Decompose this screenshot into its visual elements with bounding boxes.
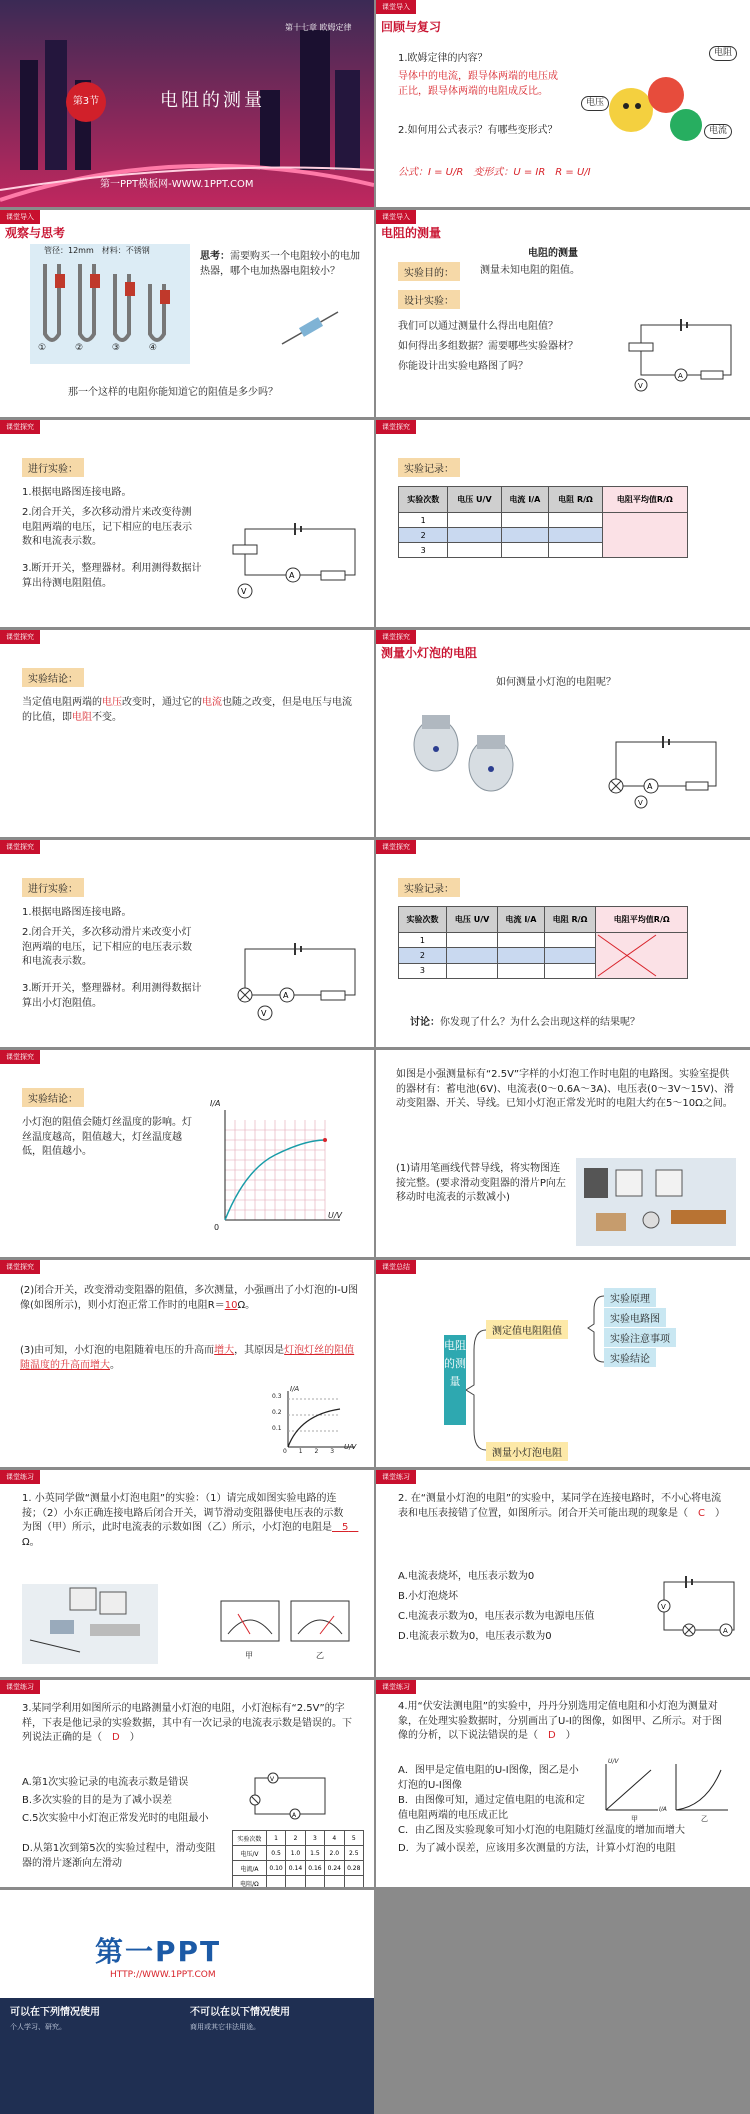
review-q1: 1.欧姆定律的内容？ bbox=[398, 53, 488, 64]
question-1: (1)请用笔画线代替导线，将实物图连接完整。(要求滑动变阻器的滑片P向左移动时电流表的示数减小) bbox=[396, 1163, 566, 1203]
data-table: 实验次数 1 2 3 4 5 电压/V 0.5 1.0 1.5 2.0 2.5 电流/A 0.10 0.14 0.16 0.24 0.28 电阻/Ω bbox=[232, 1830, 364, 1887]
slide-title bbox=[0, 0, 374, 207]
summary-leaf: 实验注意事项 bbox=[604, 1328, 676, 1347]
exercise-text: 1. 小英同学做“测量小灯泡电阻”的实验：（1）请完成如图实验电路的连接；（2）小东正确连接电路后闭合开关，调节滑动变阻器使电压表的示数为图（甲）所示，此时电流表的示数如图（乙）所示，小灯泡的电阻是 5 Ω。 bbox=[22, 1493, 349, 1548]
circuit-diagram bbox=[225, 935, 365, 1025]
graph-y-label: I/A bbox=[210, 1099, 221, 1108]
option-c: C.5次实验中小灯泡正常发光时的电阻最小 bbox=[22, 1813, 209, 1824]
question-3: (3)由可知，小灯泡的电阻随着电压的升高而增大，其原因是灯泡灯丝的阻值随温度的升高而增大。 bbox=[20, 1345, 355, 1371]
graph-a-label: 甲 bbox=[631, 1815, 638, 1823]
header-cell: 实验次数 bbox=[399, 907, 447, 933]
resistor-icon bbox=[280, 308, 340, 348]
cannot-use-title: 不可以在以下情况使用 bbox=[190, 2007, 290, 2018]
label-resistance: 电阻 bbox=[709, 46, 737, 61]
conclusion-label: 实验结论： bbox=[22, 1088, 84, 1107]
slide-question-graph bbox=[0, 1260, 374, 1467]
svg-text:A: A bbox=[292, 1812, 297, 1819]
can-use-title: 可以在下列情况使用 bbox=[10, 2007, 100, 2018]
option-b: B．由图像可知，通过定值电阻的电流和定值电阻两端的电压成正比 bbox=[398, 1795, 585, 1821]
svg-text:V: V bbox=[241, 587, 247, 596]
section-badge: 第3节 bbox=[66, 82, 106, 122]
svg-text:V: V bbox=[638, 382, 643, 390]
chapter-label: 第十七章 欧姆定律 bbox=[285, 23, 352, 32]
record-table bbox=[398, 486, 688, 558]
exercise-text: 2. 在“测量小灯泡的电阻”的实验中，某同学在连接电路时，不小心将电流表和电压表接错了位置，如图所示。闭合开关可能出现的现象是（ C ） bbox=[398, 1493, 725, 1519]
heater-numbers: ① ② ③ ④ bbox=[38, 343, 157, 353]
header-cell: 电阻 R/Ω bbox=[544, 907, 596, 933]
formula-row: 公式：I = U/R 变形式：U = IR R = U/I bbox=[398, 167, 591, 178]
apparatus-drawing bbox=[20, 1580, 160, 1665]
y-tick: 0.3 bbox=[272, 1393, 282, 1400]
design-line-3: 你能设计出实验电路图了吗？ bbox=[398, 361, 528, 372]
header-cell: 电阻平均值R/Ω bbox=[602, 487, 687, 513]
step-3: 3.断开开关，整理器材。利用测得数据计算出小灯泡阻值。 bbox=[22, 983, 202, 1009]
graph-origin: 0 bbox=[214, 1223, 220, 1232]
header-cell: 电流 I/A bbox=[498, 907, 544, 933]
step-2: 2.闭合开关，多次移动滑片来改变待测电阻两端的电压，记下相应的电压表示数和电流表示数。 bbox=[22, 507, 192, 547]
watermark-text: 第一PPT模板网-WWW.1PPT.COM bbox=[100, 179, 254, 190]
header-cell: 电流 I/A bbox=[501, 487, 549, 513]
conclusion-text: 当定值电阻两端的电压改变时，通过它的电流也随之改变，但是电压与电流的比值，即电阻不变。 bbox=[22, 697, 352, 723]
option-b: B.小灯泡烧坏 bbox=[398, 1591, 459, 1602]
row-num: 1 bbox=[399, 933, 447, 948]
ammeter-dial bbox=[290, 1600, 350, 1650]
row-num: 2 bbox=[399, 948, 447, 963]
record-label: 实验记录： bbox=[398, 458, 460, 477]
x-ticks: 0 1 2 3 bbox=[283, 1448, 335, 1455]
header-cell: 电阻 R/Ω bbox=[549, 487, 602, 513]
summary-branch-1: 测定值电阻阻值 bbox=[486, 1320, 568, 1339]
purpose-label: 实验目的： bbox=[398, 262, 460, 281]
summary-leaf: 实验结论 bbox=[604, 1348, 656, 1367]
footer-logo: 第一PPT bbox=[95, 1935, 222, 1968]
slide-tag: 课堂练习 bbox=[0, 1470, 40, 1484]
option-d: D.电流表示数为0，电压表示数为0 bbox=[398, 1631, 552, 1642]
summary-root: 电阻的测量 bbox=[444, 1335, 466, 1425]
slide-tag: 课堂探究 bbox=[376, 840, 416, 854]
step-3: 3.断开开关，整理器材。利用测得数据计算出待测电阻阻值。 bbox=[22, 563, 202, 589]
svg-text:A: A bbox=[289, 571, 295, 580]
slide-tag: 课堂练习 bbox=[376, 1680, 416, 1694]
slide-tag: 课堂探究 bbox=[0, 630, 40, 644]
option-a: A．图甲是定值电阻的U-I图像，图乙是小灯泡的U-I图像 bbox=[398, 1765, 579, 1791]
apparatus-drawing bbox=[576, 1158, 736, 1246]
summary-leaf: 实验原理 bbox=[604, 1288, 656, 1307]
graph-b-label: 乙 bbox=[701, 1815, 708, 1823]
summary-bracket bbox=[466, 1320, 526, 1460]
circuit-diagram bbox=[225, 515, 365, 605]
summary-branch-2: 测量小灯泡电阻 bbox=[486, 1442, 568, 1461]
option-d: D.从第1次到第5次的实验过程中，滑动变阻器的滑片逐渐向左滑动 bbox=[22, 1843, 216, 1869]
summary-leaf: 实验电路图 bbox=[604, 1308, 666, 1327]
slide-heading: 测量小灯泡的电阻 bbox=[381, 646, 478, 660]
slide-tag: 课堂探究 bbox=[0, 420, 40, 434]
svg-text:A: A bbox=[678, 372, 683, 380]
slide-bulb bbox=[376, 630, 750, 837]
option-a: A.第1次实验记录的电流表示数是错误 bbox=[22, 1777, 189, 1788]
circuit-diagram bbox=[245, 1770, 335, 1825]
slide-tag: 课堂探究 bbox=[0, 1260, 40, 1274]
slide-observe bbox=[0, 210, 374, 417]
record-label: 实验记录： bbox=[398, 878, 460, 897]
voltmeter-dial bbox=[220, 1600, 280, 1650]
header-cell: 电压 U/V bbox=[446, 907, 497, 933]
graph-u-axis: U/V bbox=[608, 1758, 619, 1765]
slide-exercise-2 bbox=[376, 1470, 750, 1677]
slide-experiment-1 bbox=[0, 420, 374, 627]
svg-text:A: A bbox=[647, 782, 653, 791]
slide-heading: 观察与思考 bbox=[5, 226, 66, 240]
design-label: 设计实验： bbox=[398, 290, 460, 309]
design-line-2: 如何得出多组数据？需要哪些实验器材？ bbox=[398, 341, 578, 352]
conclusion-text: 小灯泡的阻值会随灯丝温度的影响。灯丝温度越高，阻值越大，灯丝温度越低，阻值越小。 bbox=[22, 1117, 192, 1157]
think-text: 思考：需要购买一个电阻较小的电加热器，哪个电加热器电阻较小？ bbox=[200, 251, 360, 277]
slide-heading: 回顾与复习 bbox=[381, 20, 442, 34]
option-c: C.电流表示数为0，电压表示数为电源电压值 bbox=[398, 1611, 595, 1622]
slide-tag: 课堂导入 bbox=[376, 0, 416, 14]
center-title: 电阻的测量 bbox=[528, 248, 578, 259]
slide-exercise-3 bbox=[0, 1680, 374, 1887]
bulb-question: 如何测量小灯泡的电阻呢？ bbox=[496, 677, 616, 688]
step-1: 1.根据电路图连接电路。 bbox=[22, 487, 132, 498]
question-2: (2)闭合开关，改变滑动变阻器的阻值，多次测量，小强画出了小灯泡的I-U图像(如图所示)，则小灯泡正常工作时的电阻R＝10Ω。 bbox=[20, 1285, 359, 1311]
slide-conclusion-2 bbox=[0, 1050, 374, 1257]
option-b: B.多次实验的目的是为了减小误差 bbox=[22, 1795, 173, 1806]
svg-text:V: V bbox=[661, 1603, 666, 1611]
row-num: 1 bbox=[399, 513, 448, 528]
slide-tag: 课堂探究 bbox=[376, 420, 416, 434]
question-text: 如图是小强测量标有“2.5V”字样的小灯泡工作时电阻的电路图。实验室提供的器材有：蓄电池(6V)、电流表(0～0.6A～3A)、电压表(0～3V～15V)、滑动变阻器、开关、导线。已知小灯泡正常发光时的电阻大约在5～10Ω之间。 bbox=[396, 1069, 735, 1109]
slide-exercise-4 bbox=[376, 1680, 750, 1887]
y-tick: 0.2 bbox=[272, 1409, 282, 1416]
slide-question-bulb bbox=[376, 1050, 750, 1257]
design-line-1: 我们可以通过测量什么得出电阻值？ bbox=[398, 321, 558, 332]
step-label: 进行实验： bbox=[22, 878, 84, 897]
slide-tag: 课堂导入 bbox=[0, 210, 40, 224]
svg-text:A: A bbox=[283, 991, 289, 1000]
slide-tag: 课堂导入 bbox=[376, 210, 416, 224]
graph-x-label: U/V bbox=[328, 1211, 343, 1220]
graph-i-axis: I/A bbox=[659, 1806, 667, 1813]
review-a1: 导体中的电流，跟导体两端的电压成正比，跟导体两端的电阻成反比。 bbox=[398, 71, 558, 97]
bulb-photo bbox=[396, 705, 536, 805]
slide-tag: 课堂练习 bbox=[376, 1470, 416, 1484]
header-cell: 电压 U/V bbox=[448, 487, 501, 513]
svg-text:A: A bbox=[723, 1627, 728, 1635]
slide-record-1 bbox=[376, 420, 750, 627]
review-q2: 2.如何用公式表示？有哪些变形式？ bbox=[398, 125, 558, 136]
purpose-text: 测量未知电阻的阻值。 bbox=[480, 265, 580, 276]
row-num: 3 bbox=[399, 543, 448, 558]
slide-title-text: 电阻的测量 bbox=[160, 90, 265, 111]
slide-tag: 课堂探究 bbox=[0, 1050, 40, 1064]
slide-exercise-1 bbox=[0, 1470, 374, 1677]
observe-question: 那一个这样的电阻你能知道它的阻值是多少吗？ bbox=[68, 387, 278, 398]
slide-tag: 课堂探究 bbox=[376, 630, 416, 644]
apparatus-photo bbox=[576, 1158, 736, 1246]
svg-text:V: V bbox=[261, 1009, 267, 1018]
dial-label-b: 乙 bbox=[316, 1651, 324, 1660]
header-cell: 电阻平均值R/Ω bbox=[596, 907, 688, 933]
svg-text:V: V bbox=[638, 799, 643, 807]
row-num: 3 bbox=[399, 963, 447, 978]
step-1: 1.根据电路图连接电路。 bbox=[22, 907, 132, 918]
footer-panel bbox=[0, 1998, 374, 2114]
exercise-text: 3.某同学利用如图所示的电路测量小灯泡的电阻，小灯泡标有“2.5V”的字样，下表是他记录的实验数据，其中有一次记录的电流表示数是错误的。下列说法正确的是（ D ） bbox=[22, 1703, 352, 1743]
svg-text:V: V bbox=[270, 1776, 275, 1783]
step-2: 2.闭合开关，多次移动滑片来改变小灯泡两端的电压，记下相应的电压表示数和电流表示数。 bbox=[22, 927, 192, 967]
footer-url: HTTP://WWW.1PPT.COM bbox=[110, 1970, 216, 1980]
slide-tag: 课堂探究 bbox=[0, 840, 40, 854]
exercise-text: 4.用“伏安法测电阻”的实验中，丹丹分别选用定值电阻和小灯泡为测量对象，在处理实验数据时，分别画出了U-I的图像，如图甲、乙所示。对于图像的分析，以下说法错误的是（ D ） bbox=[398, 1701, 722, 1741]
circuit-diagram bbox=[644, 1572, 744, 1647]
conclusion-label: 实验结论： bbox=[22, 668, 84, 687]
slide-tag: 课堂总结 bbox=[376, 1260, 416, 1274]
circuit-diagram bbox=[621, 315, 741, 395]
step-label: 进行实验： bbox=[22, 458, 84, 477]
circuit-diagram bbox=[601, 730, 731, 810]
label-voltage: 电压 bbox=[581, 96, 609, 111]
slide-experiment-2 bbox=[0, 840, 374, 1047]
slide-record-2 bbox=[376, 840, 750, 1047]
slide-review bbox=[376, 0, 750, 207]
row-num: 2 bbox=[399, 528, 448, 543]
y-tick: 0.1 bbox=[272, 1425, 282, 1432]
record-table bbox=[398, 906, 688, 979]
option-c: C．由乙图及实验现象可知小灯泡的电阻随灯丝温度的增加而增大 bbox=[398, 1825, 685, 1836]
slide-heading: 电阻的测量 bbox=[381, 226, 442, 240]
footer-slide bbox=[0, 1890, 374, 2114]
cannot-use-note: 商用或其它非法用途。 bbox=[190, 2023, 260, 2031]
option-a: A.电流表烧坏，电压表示数为0 bbox=[398, 1571, 535, 1582]
graph-x-label: U/V bbox=[344, 1443, 357, 1451]
empty-right-area bbox=[376, 1890, 750, 2114]
graph-y-label: I/A bbox=[290, 1385, 300, 1393]
option-d: D．为了减小误差，应该用多次测量的方法，计算小灯泡的电阻 bbox=[398, 1843, 676, 1854]
slide-tag: 课堂练习 bbox=[0, 1680, 40, 1694]
can-use-note: 个人学习、研究。 bbox=[10, 2023, 66, 2031]
heater-photo bbox=[30, 244, 190, 364]
slide-summary bbox=[376, 1260, 750, 1467]
slide-conclusion-1 bbox=[0, 630, 374, 837]
label-current: 电流 bbox=[704, 124, 732, 139]
dial-label-a: 甲 bbox=[245, 1651, 253, 1660]
cross-mark bbox=[596, 933, 658, 978]
slide-measure bbox=[376, 210, 750, 417]
discuss-text: 讨论：你发现了什么？为什么会出现这样的结果呢？ bbox=[410, 1017, 640, 1028]
heater-spec: 管径：12mm 材料：不锈钢 bbox=[44, 246, 150, 255]
header-cell: 实验次数 bbox=[399, 487, 448, 513]
